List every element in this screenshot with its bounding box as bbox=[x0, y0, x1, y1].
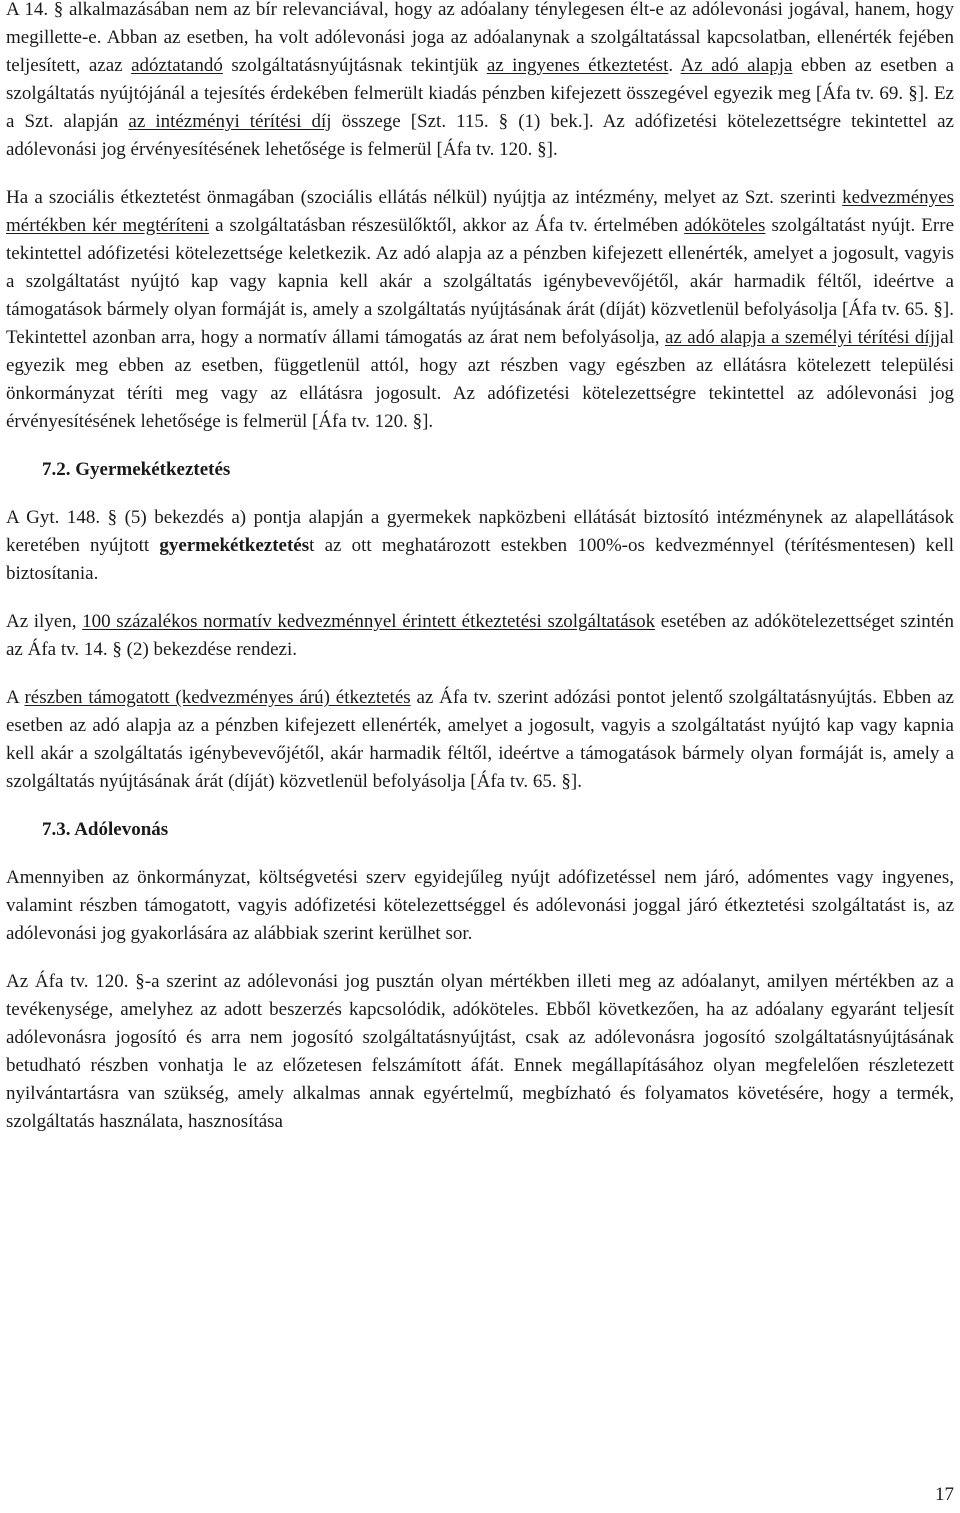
paragraph-afa-120: Az Áfa tv. 120. §-a szerint az adólevonási jog pusztán olyan mértékben illeti meg az adóalanyt, amilyen mértékben az a tevékenysége, amelyhez az adott beszerzés kapcsolódik, adóköteles. Ebből következően, ha az adóalany egyaránt teljesít adólevonásra jogosító és arra nem jogosító szolgáltatásnyújtást, csak az adólevonásra jogosító szolgáltatásnyújtásának betudható részben vonhatja le az előzetesen felszámított áfát. Ennek megállapításához olyan megfelelően részletezett nyilvántartásra van szükség, amely alkalmas annak egyértelmű, megbízható és folyamatos követésére, hogy a termék, szolgáltatás használata, hasznosítása bbox=[6, 971, 954, 1132]
paragraph-social-catering bbox=[6, 184, 954, 436]
paragraph-partially-supported bbox=[6, 684, 954, 796]
text-run: jal egyezik meg ebben az esetben, függetlenül attól, hogy azt részben vagy egészben az ellátásra kötelezett települési önkormányzat téríti meg vagy az ellátásra jogosult. Az adófizetési kötelezettségre tekintettel az adólevonási jog érvényesítésének lehetősége is felmerül [Áfa tv. 120. §]. bbox=[6, 327, 954, 432]
text-run: Az ilyen, bbox=[6, 611, 83, 632]
underlined-term: az ingyenes étkeztetést bbox=[486, 55, 669, 76]
underlined-term: az intézményi térítési díj bbox=[128, 111, 332, 132]
underlined-term: adóköteles bbox=[684, 215, 766, 236]
bold-term: gyermekétkeztetés bbox=[159, 535, 310, 556]
text-run: A Gyt. 148. § (5) bekezdés a) pontja alapján a gyermekek napközbeni ellátását biztosító intézménynek az alapellátások keretében nyújtott bbox=[6, 507, 954, 556]
section-heading-gyermeketkeztetes: 7.2. Gyermekétkeztetés bbox=[42, 459, 231, 480]
paragraph-14-par-application bbox=[6, 0, 954, 164]
section-heading-adolevonas: 7.3. Adólevonás bbox=[42, 819, 169, 840]
paragraph-municipality: Amennyiben az önkormányzat, költségvetési szerv egyidejűleg nyújt adófizetéssel nem járó, adómentes vagy ingyenes, valamint részben támogatott, vagyis adófizetési kötelezettséggel és adólevonási joggal járó étkeztetési szolgáltatást is, az adólevonási jog gyakorlására az alábbiak szerint kerülhet sor. bbox=[6, 867, 954, 944]
underlined-term: részben támogatott (kedvezményes árú) étkeztetés bbox=[24, 687, 411, 708]
page-number: 17 bbox=[935, 1484, 954, 1505]
paragraph-gyt-148 bbox=[6, 504, 954, 588]
text-run: szolgáltatást nyújt. Erre tekintettel adófizetési kötelezettsége keletkezik. Az adó alapja az a pénzben kifejezett ellenérték, amelyet a jogosult, vagyis a szolgáltatást nyújtó kap vagy kapnia kell akár a szolgáltatás igénybevevőjétől, akár harmadik féltől, ideértve a támogatások bármely olyan formáját is, amely a szolgáltatás nyújtásának árát (díját) közvetlenül befolyásolja [Áfa tv. 65. §]. Tekintettel azonban arra, hogy a normatív állami támogatás az árat nem befolyásolja, bbox=[6, 215, 954, 348]
text-run: t az ott meghatározott estekben 100%-os kedvezménnyel (térítésmentesen) kell biztosítania. bbox=[6, 535, 954, 584]
text-run: esetében az adókötelezettséget szintén az Áfa tv. 14. § (2) bekezdése rendezi. bbox=[6, 611, 954, 660]
text-run: . bbox=[668, 55, 681, 76]
text-run: A 14. § alkalmazásában nem az bír relevanciával, hogy az adóalany ténylegesen élt-e az adólevonási jogával, hanem, hogy megillette-e. Abban az esetben, ha volt adólevonási joga az adóalanynak a szolgáltatással kapcsolatban, ellenérték fejében teljesített, azaz bbox=[6, 0, 954, 76]
text-run: összege [Szt. 115. § (1) bek.]. Az adófizetési kötelezettségre tekintettel az adólevonási jog érvényesítésének lehetősége is felmerül [Áfa tv. 120. §]. bbox=[6, 111, 954, 160]
underlined-term: kedvezményes mértékben kér megtéríteni bbox=[6, 187, 954, 236]
text-run: A bbox=[6, 687, 25, 708]
text-run: az Áfa tv. szerint adózási pontot jelentő szolgáltatásnyújtás. Ebben az esetben az adó alapja az a pénzben kifejezett ellenérték, amelyet a jogosult, vagyis a szolgáltatást nyújtó kap vagy kapnia kell akár a szolgáltatás igénybevevőjétől, akár harmadik féltől, ideértve a támogatások bármely olyan formáját is, amely a szolgáltatás nyújtásának árát (díját) közvetlenül befolyásolja [Áfa tv. 65. §]. bbox=[6, 687, 954, 792]
text-run: a szolgáltatásban részesülőktől, akkor az Áfa tv. értelmében bbox=[209, 215, 685, 236]
text-run: szolgáltatásnyújtásnak tekintjük bbox=[222, 55, 487, 76]
underlined-term: az adó alapja a személyi térítési díj bbox=[664, 327, 935, 348]
underlined-term: 100 százalékos normatív kedvezménnyel érintett étkeztetési szolgáltatások bbox=[82, 611, 656, 632]
underlined-term: Az adó alapja bbox=[680, 55, 793, 76]
underlined-term: adóztatandó bbox=[131, 55, 223, 76]
document-page bbox=[6, 0, 954, 1136]
text-run: ebben az esetben a szolgáltatás nyújtójánál a tejesítés érdekében felmerült kiadás pénzben kifejezett összegével egyezik meg [Áfa tv. 69. §]. Ez a Szt. alapján bbox=[6, 55, 954, 132]
text-run: Ha a szociális étkeztetést önmagában (szociális ellátás nélkül) nyújtja az intézmény, melyet az Szt. szerinti bbox=[6, 187, 843, 208]
paragraph-100-percent bbox=[6, 608, 954, 664]
